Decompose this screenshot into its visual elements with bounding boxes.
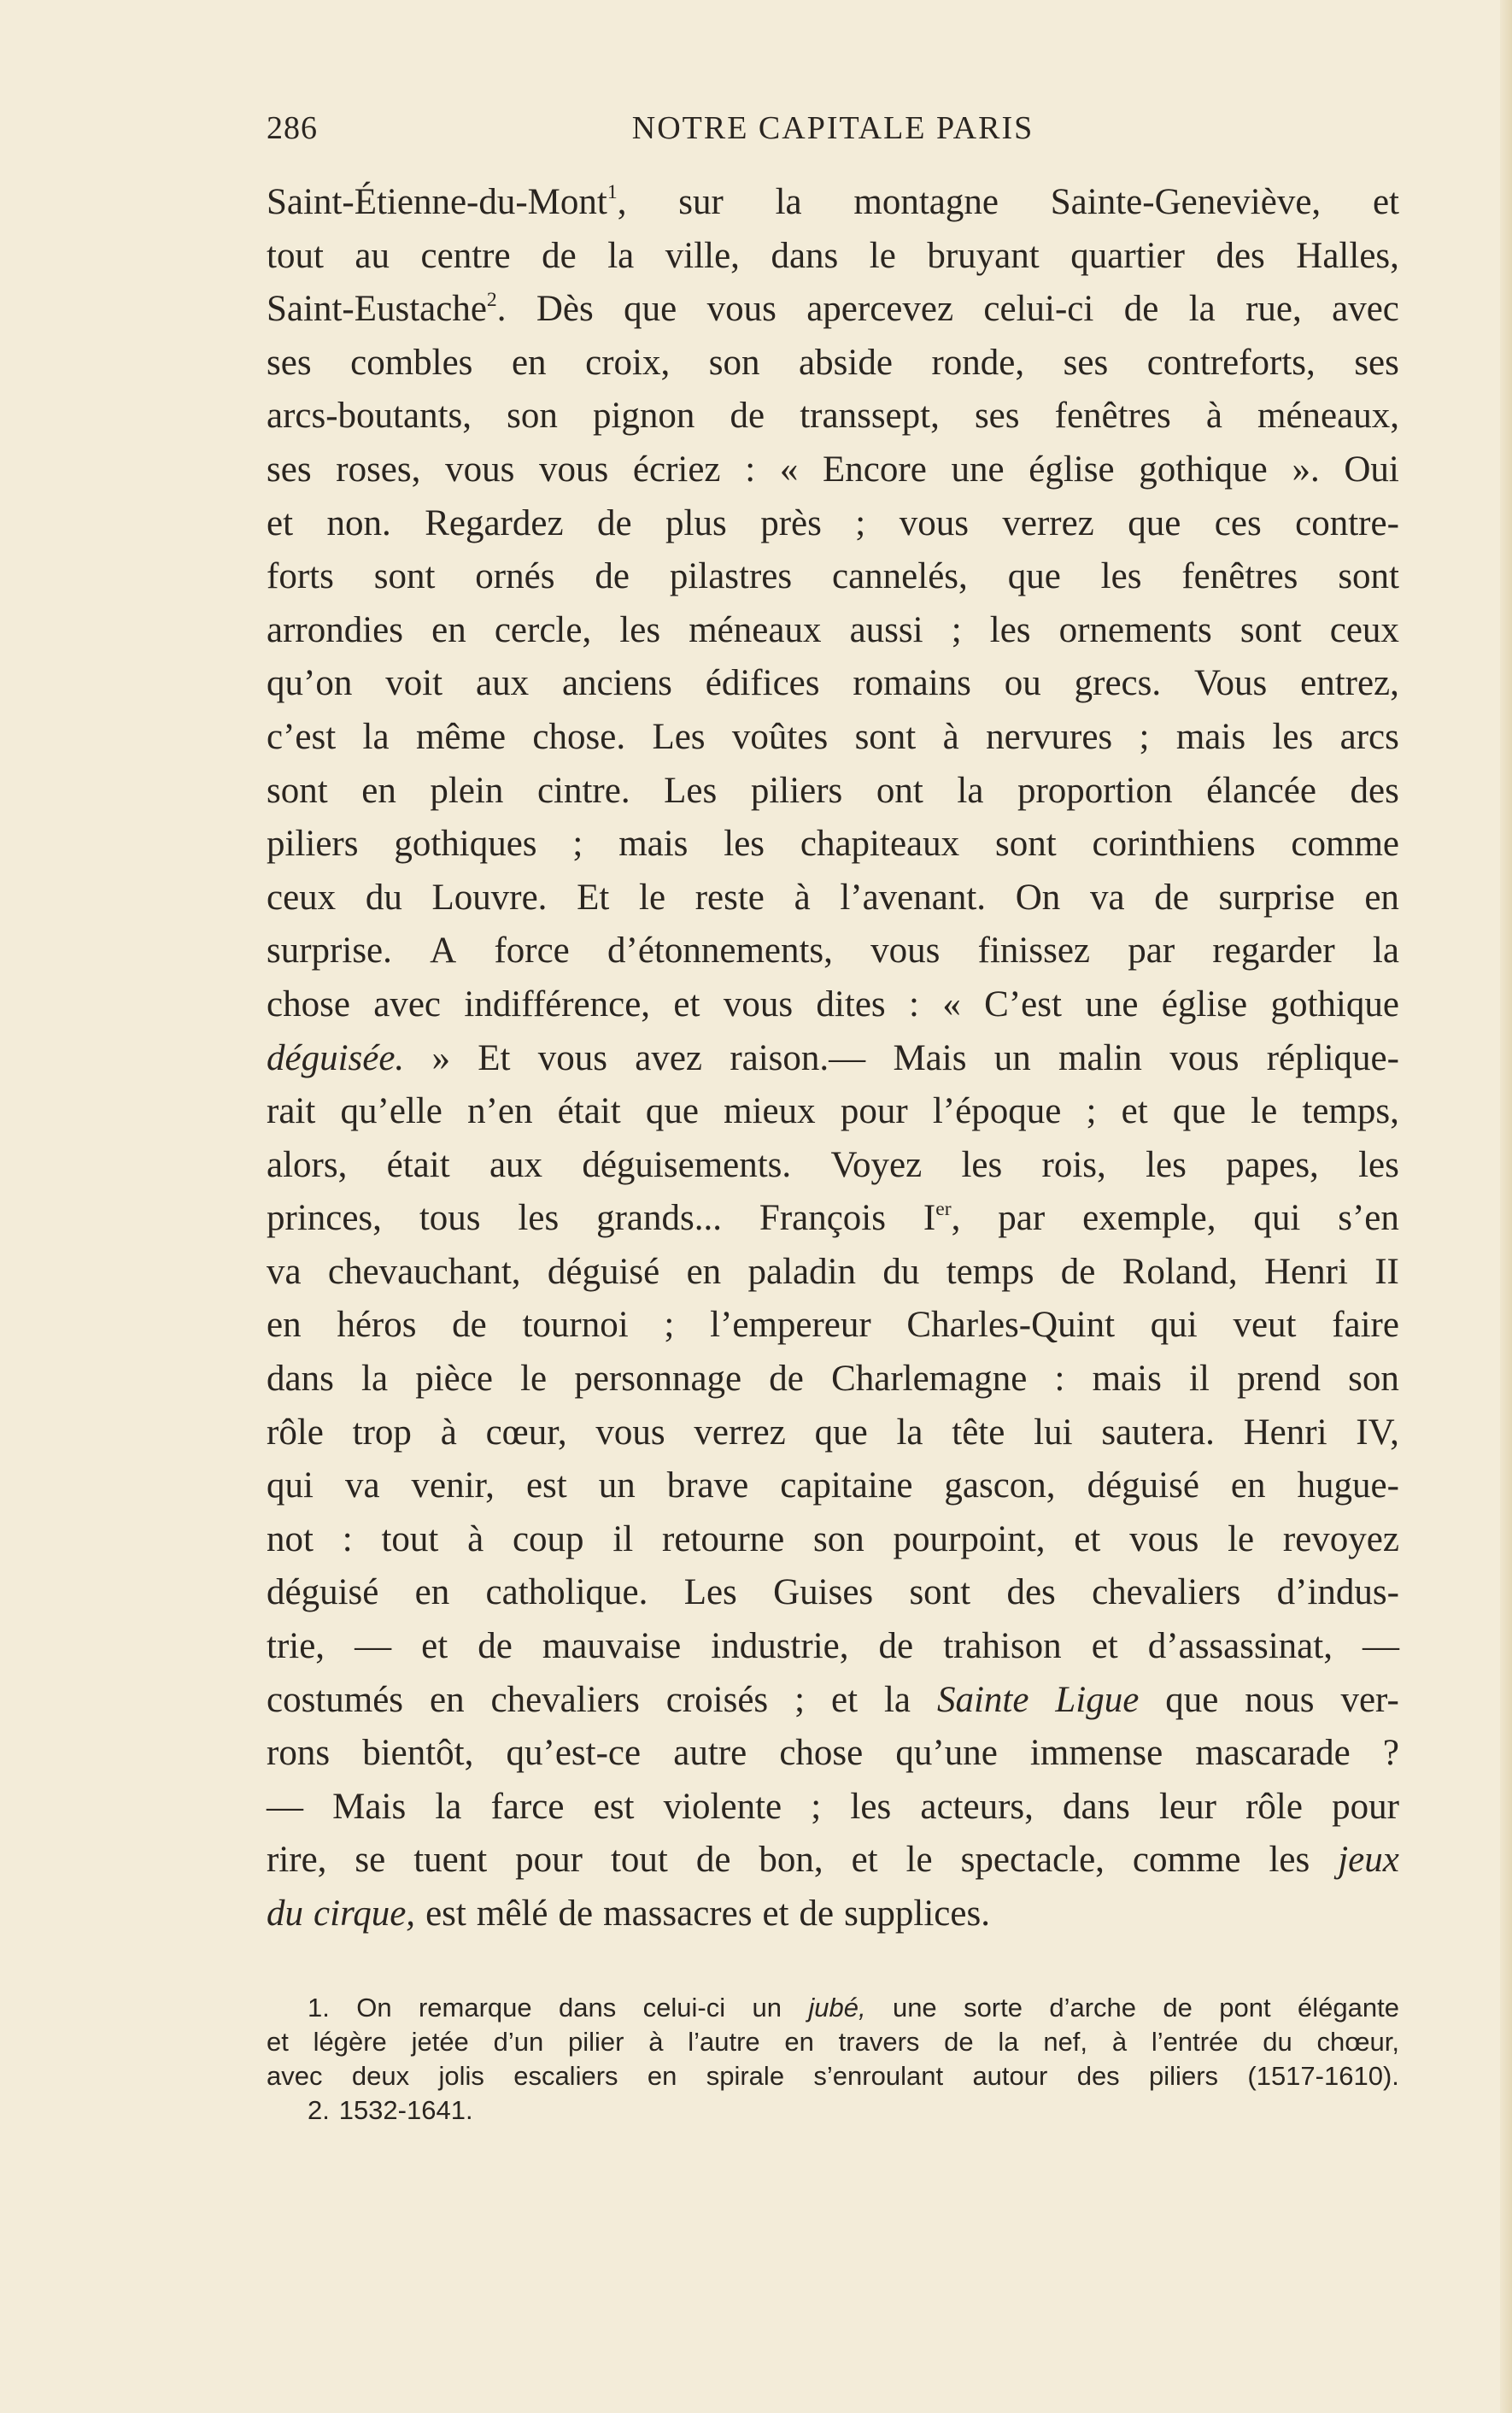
text-line: du cirque, est mêlé de massacres et de supplices. (267, 1893, 990, 1934)
footnote-line: et légère jetée d’un pilier à l’autre en travers de la nef, à l’entrée du chœur, (267, 2027, 1399, 2057)
text-line: forts sont ornés de pilastres cannelés, que les fenêtres sont (267, 556, 1399, 597)
text-line: qu’on voit aux anciens édifices romains ou grecs. Vous entrez, (267, 663, 1399, 704)
text-line: et non. Regardez de plus près ; vous verrez que ces contre- (267, 502, 1399, 543)
text-line: sont en plein cintre. Les piliers ont la proportion élancée des (267, 770, 1399, 811)
footnote-line: 2. 1532-1641. (308, 2095, 473, 2125)
page-header (267, 109, 1399, 157)
text-line: rire, se tuent pour tout de bon, et le spectacle, comme les jeux (267, 1840, 1399, 1881)
text-line: c’est la même chose. Les voûtes sont à nervures ; mais les arcs (267, 716, 1399, 757)
footnote-line: 1. On remarque dans celui-ci un jubé, une sorte d’arche de pont élégante (308, 1993, 1399, 2023)
text-line: rôle trop à cœur, vous verrez que la tête lui sautera. Henri IV, (267, 1412, 1399, 1453)
text-line: tout au centre de la ville, dans le bruyant quartier des Halles, (267, 235, 1399, 276)
text-line: — Mais la farce est violente ; les acteurs, dans leur rôle pour (267, 1786, 1399, 1827)
text-line: rait qu’elle n’en était que mieux pour l’époque ; et que le temps, (267, 1091, 1399, 1132)
text-line: not : tout à coup il retourne son pourpoint, et vous le revoyez (267, 1518, 1399, 1559)
text-line: ses combles en croix, son abside ronde, ses contreforts, ses (267, 342, 1399, 383)
text-line: ses roses, vous vous écriez : « Encore une église gothique ». Oui (267, 449, 1399, 490)
page-edge (1500, 0, 1512, 2413)
body-text (267, 176, 1399, 1941)
text-line: déguisée. » Et vous avez raison.— Mais un malin vous réplique- (267, 1037, 1399, 1078)
text-line: chose avec indifférence, et vous dites : « C’est une église gothique (267, 983, 1399, 1024)
text-line: trie, — et de mauvaise industrie, de trahison et d’assassinat, — (267, 1626, 1399, 1667)
footnotes (267, 1991, 1399, 2128)
running-head: NOTRE CAPITALE PARIS (631, 110, 1034, 146)
text-line: costumés en chevaliers croisés ; et la Sainte Ligue que nous ver- (267, 1679, 1399, 1720)
page-number: 286 (267, 110, 318, 146)
text-line: princes, tous les grands... François Ier, par exemple, qui s’en (267, 1197, 1399, 1239)
text-line: arcs-boutants, son pignon de transsept, ses fenêtres à méneaux, (267, 396, 1399, 437)
text-line: piliers gothiques ; mais les chapiteaux sont corinthiens comme (267, 824, 1399, 865)
text-line: ceux du Louvre. Et le reste à l’avenant. On va de surprise en (267, 877, 1399, 918)
text-line: déguisé en catholique. Les Guises sont des chevaliers d’indus- (267, 1572, 1399, 1613)
footnote-line: avec deux jolis escaliers en spirale s’enroulant autour des piliers (1517-1610). (267, 2061, 1399, 2091)
text-line: dans la pièce le personnage de Charlemagne : mais il prend son (267, 1359, 1399, 1400)
text-line: arrondies en cercle, les méneaux aussi ; les ornements sont ceux (267, 609, 1399, 650)
text-line: alors, était aux déguisements. Voyez les rois, les papes, les (267, 1144, 1399, 1185)
text-line: Saint-Eustache$^2$. Dès que vous apercevez celui-ci de la rue, avec (267, 288, 1399, 330)
text-line: qui va venir, est un brave capitaine gascon, déguisé en hugue- (267, 1465, 1399, 1506)
text-line: rons bientôt, qu’est-ce autre chose qu’une immense mascarade ? (267, 1733, 1399, 1774)
text-line: en héros de tournoi ; l’empereur Charles-Quint qui veut faire (267, 1305, 1399, 1346)
text-line: surprise. A force d’étonnements, vous finissez par regarder la (267, 931, 1399, 972)
text-line: Saint-Étienne-du-Mont$^1$, sur la montagne Sainte-Geneviève, et (267, 181, 1399, 222)
text-line: va chevauchant, déguisé en paladin du temps de Roland, Henri II (267, 1251, 1399, 1292)
